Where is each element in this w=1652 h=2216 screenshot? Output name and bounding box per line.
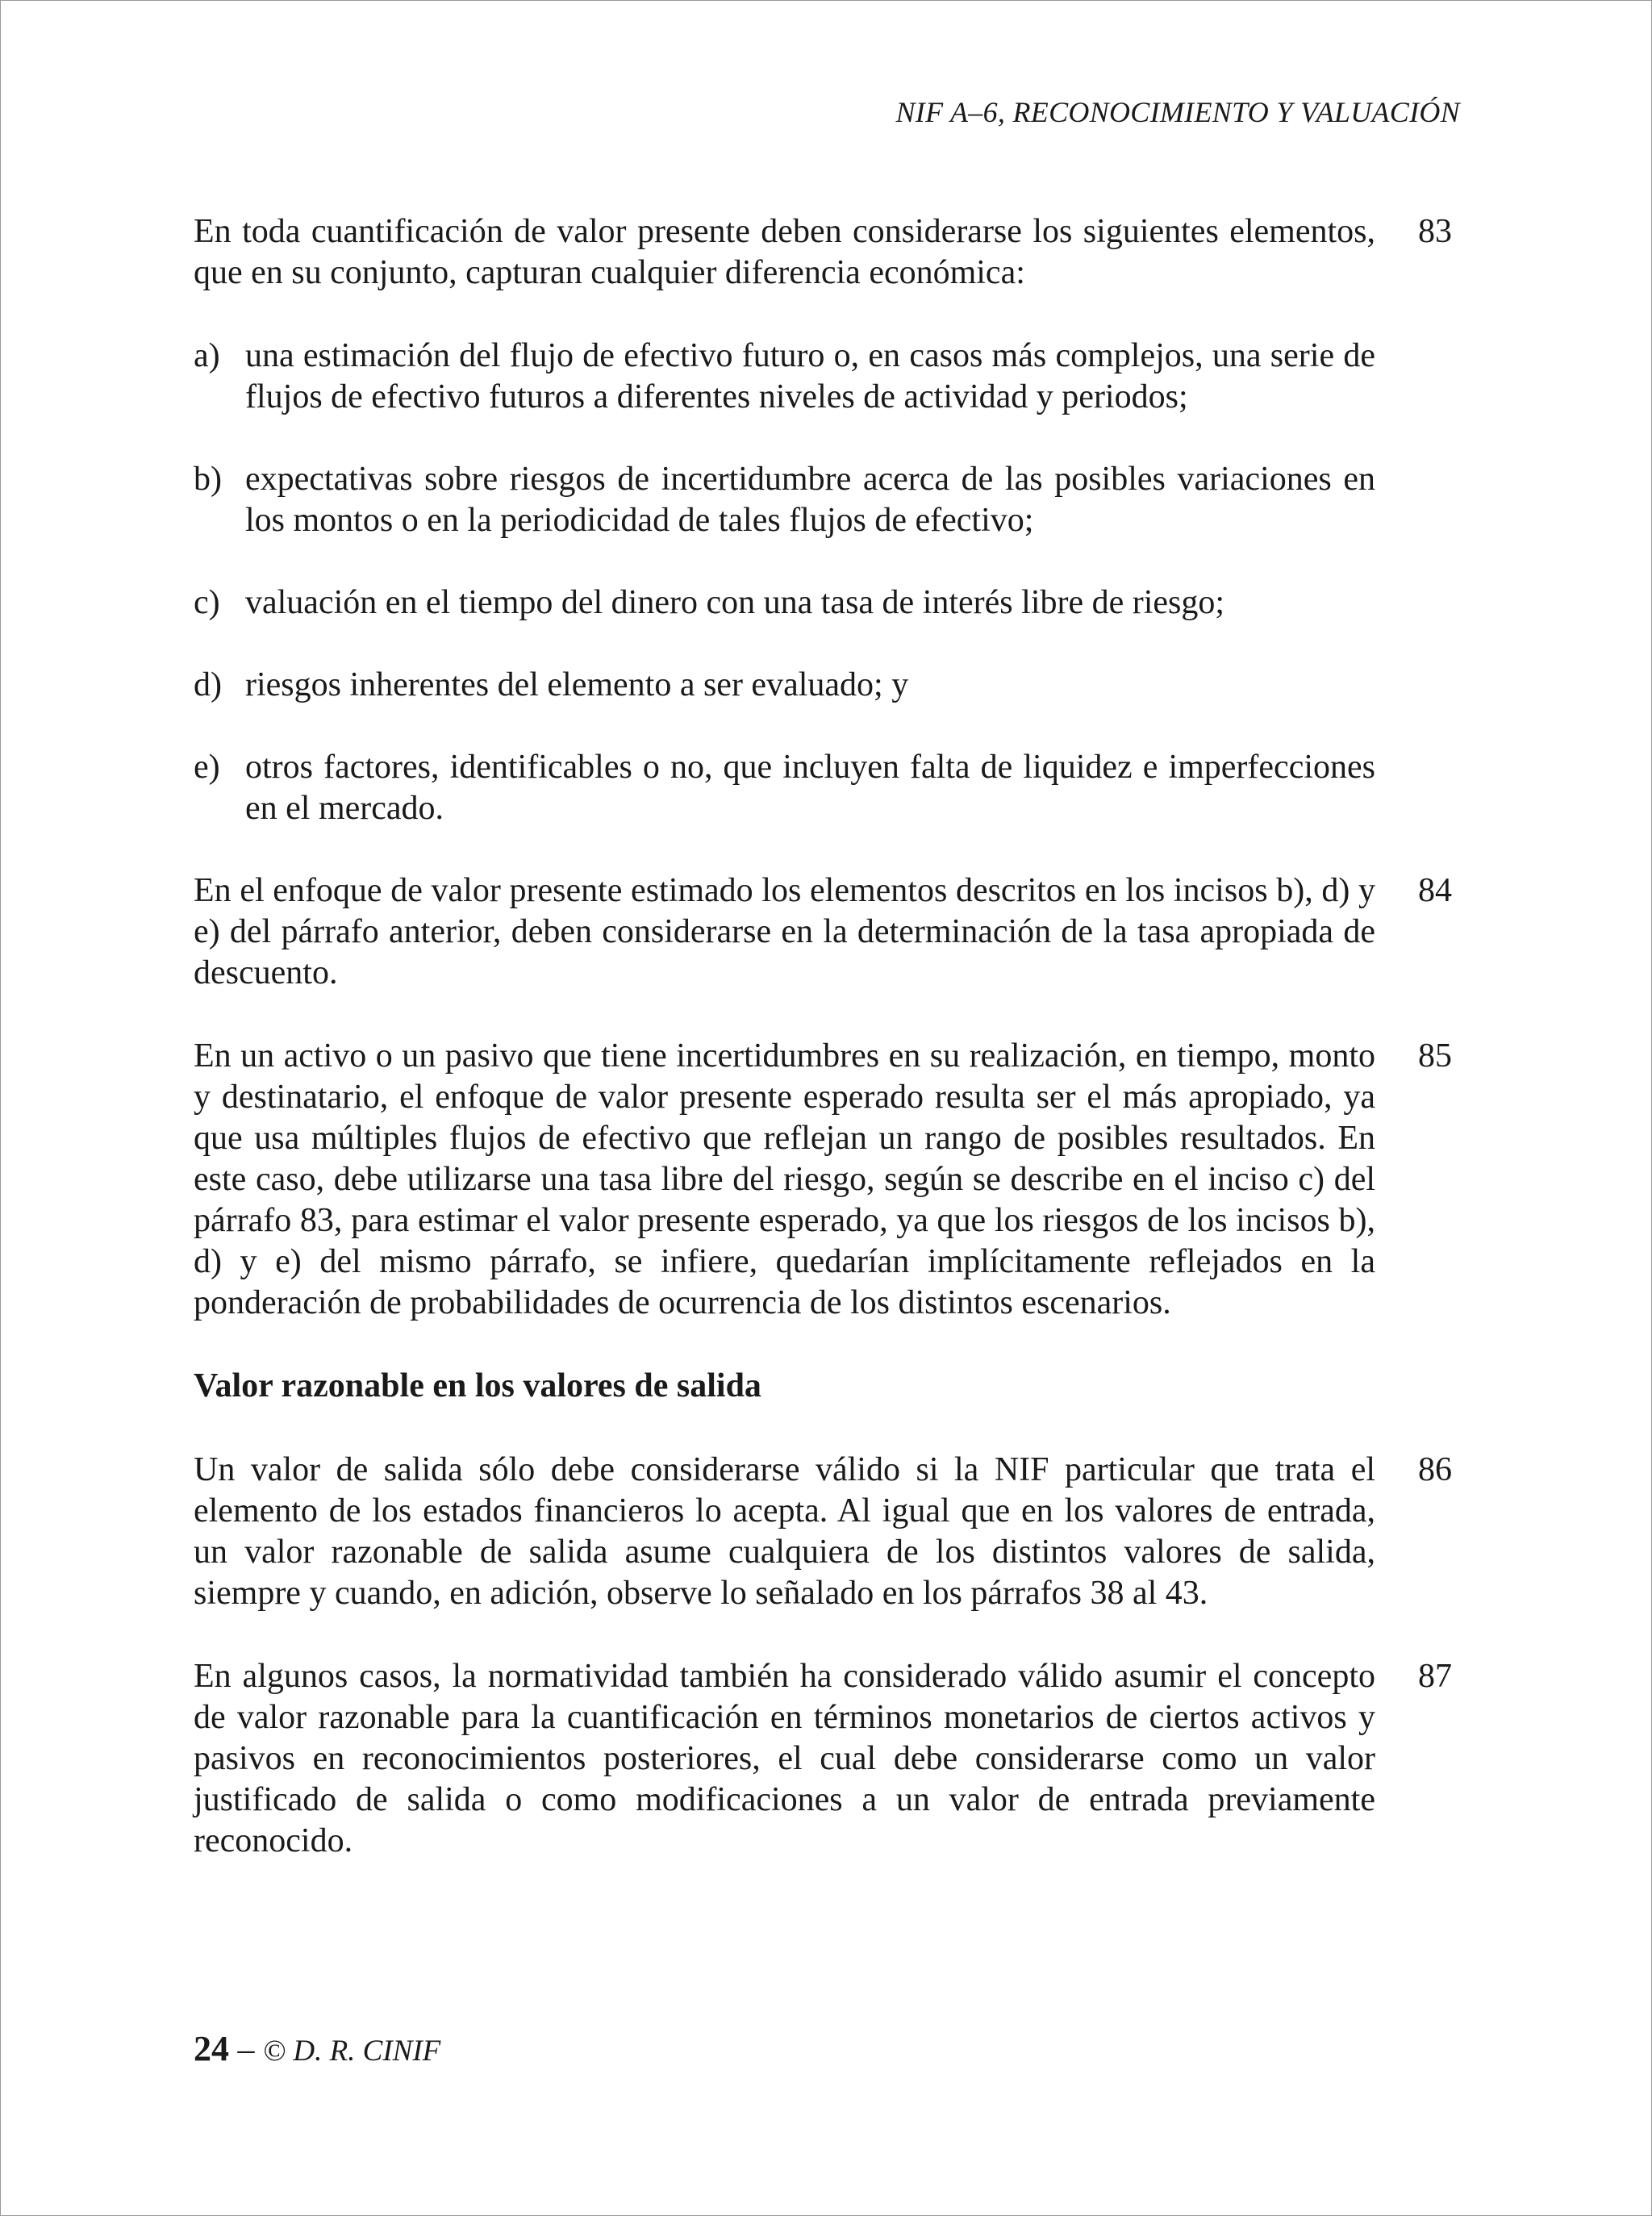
paragraph-number: 85: [1418, 1037, 1452, 1075]
paragraph-number: 83: [1418, 213, 1452, 250]
list-item-c: [194, 582, 1375, 624]
paragraph-text: En un activo o un pasivo que tiene incertidumbres en su realización, en tiempo, monto y destinatario, el enfoque de valor presente esperado resulta ser el más apropiado, ya que usa múltiples flujos de efectivo que reflejan un rango de posibles resultados. En este caso, debe utilizarse una tasa libre del riesgo, según se describe en el inciso c) del párrafo 83, para estimar el valor presente esperado, ya que los riesgos de los incisos b), d) y e) del mismo párrafo, se infiere, quedarían implícitamente reflejados en la ponderación de probabilidades de ocurrencia de los distintos escenarios.: [194, 1037, 1375, 1321]
list-item-b: [194, 459, 1375, 541]
paragraph-number: 87: [1418, 1658, 1452, 1695]
paragraph-84: [194, 870, 1452, 994]
list-text: riesgos inherentes del elemento a ser evaluado; y: [245, 666, 909, 703]
page-footer: [194, 2028, 440, 2069]
paragraph-number: 86: [1418, 1451, 1452, 1488]
paragraph-83: [194, 211, 1452, 294]
page-number: 24: [194, 2029, 229, 2068]
section-heading: Valor razonable en los valores de salida: [194, 1367, 761, 1404]
paragraph-text: En el enfoque de valor presente estimado los elementos descritos en los incisos b), d) y e) del párrafo anterior, deben considerarse en la determinación de la tasa apropiada de descuento.: [194, 872, 1375, 991]
list-item-e: [194, 747, 1375, 829]
paragraph-text: En algunos casos, la normatividad también ha considerado válido asumir el concepto de valor razonable para la cuantificación en términos monetarios de ciertos activos y pasivos en reconocimientos posteriores, el cual debe considerarse como un valor justificado de salida o como modificaciones a un valor de entrada previamente reconocido.: [194, 1658, 1375, 1859]
paragraph-86: [194, 1450, 1452, 1614]
list-item-d: [194, 665, 1375, 706]
list-text: valuación en el tiempo del dinero con una tasa de interés libre de riesgo;: [245, 584, 1225, 621]
running-header: NIF A–6, RECONOCIMIENTO Y VALUACIÓN: [895, 96, 1460, 128]
list-label: e): [194, 749, 220, 786]
list-label: c): [194, 584, 220, 621]
list-text: expectativas sobre riesgos de incertidumbre acerca de las posibles variaciones en los montos o en la periodicidad de tales flujos de efectivo;: [245, 461, 1375, 539]
paragraph-text: En toda cuantificación de valor presente deben considerarse los siguientes elementos, que en su conjunto, capturan cualquier diferencia económica:: [194, 213, 1375, 291]
list-label: a): [194, 337, 220, 374]
list-label: b): [194, 461, 222, 498]
list-text: otros factores, identificables o no, que incluyen falta de liquidez e imperfecciones en el mercado.: [245, 749, 1375, 827]
list-label: d): [194, 666, 222, 703]
list-text: una estimación del flujo de efectivo futuro o, en casos más complejos, una serie de flujos de efectivo futuros a diferentes niveles de actividad y periodos;: [245, 337, 1375, 415]
paragraph-87: [194, 1656, 1452, 1862]
copyright-notice: © D. R. CINIF: [263, 2034, 441, 2068]
paragraph-text: Un valor de salida sólo debe considerarse válido si la NIF particular que trata el elemento de los estados financieros lo acepta. Al igual que en los valores de entrada, un valor razonable de salida asume cualquiera de los distintos valores de salida, siempre y cuando, en adición, observe lo señalado en los párrafos 38 al 43.: [194, 1451, 1375, 1612]
paragraph-number: 84: [1418, 872, 1452, 909]
paragraph-85: [194, 1036, 1452, 1324]
footer-separator: –: [229, 2031, 263, 2068]
list-item-a: [194, 336, 1375, 418]
page-body: [194, 211, 1452, 1904]
